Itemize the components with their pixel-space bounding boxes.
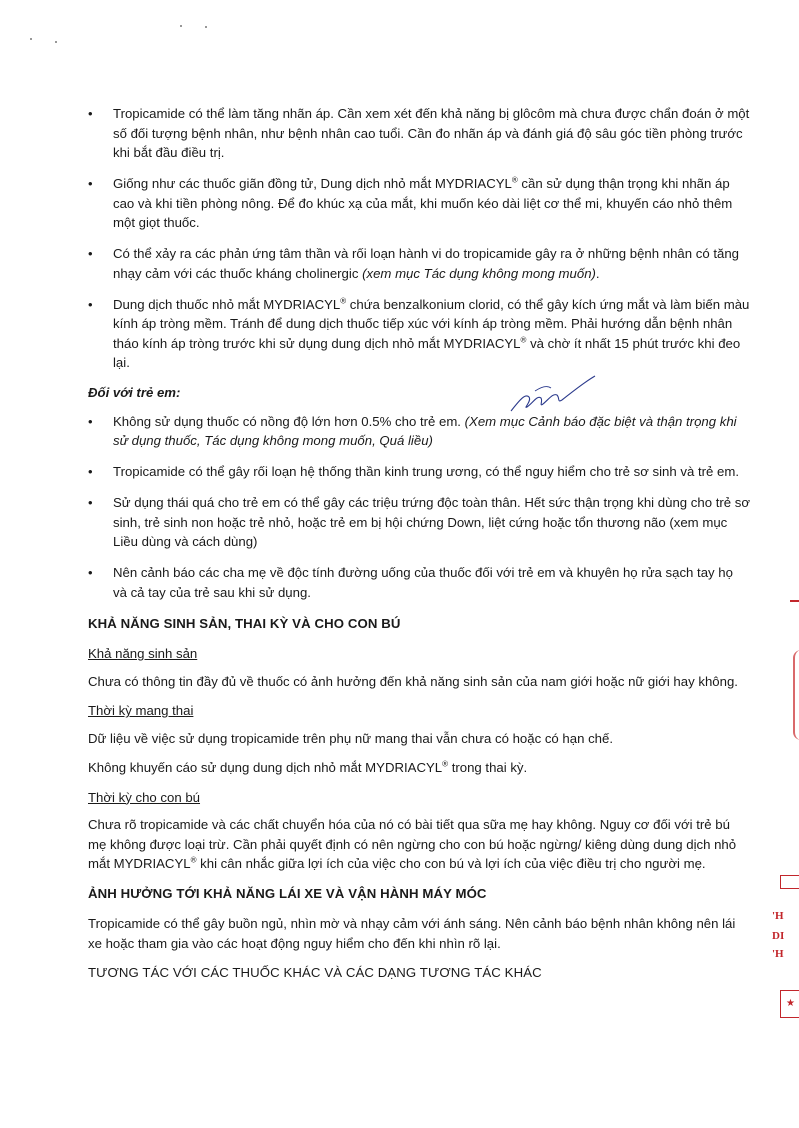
- fertility-subheading: Khả năng sinh sản: [88, 646, 198, 661]
- lactation-text: Chưa rõ tropicamide và các chất chuyển hóa của nó có bài tiết qua sữa mẹ hay không. Nguy cơ đối với trẻ bú mẹ không được loại trừ. Cần phải quyết định có nên ngừng cho con bú hoặc ngừng/ kiêng dùng dung dịch nhỏ mắt MYDRIACYL® khi cân nhắc giữa lợi ích của việc cho con bú và lợi ích của việc điều trị cho người mẹ.: [88, 817, 737, 871]
- pregnancy-subheading: Thời kỳ mang thai: [88, 703, 194, 718]
- fertility-section-heading: KHẢ NĂNG SINH SẢN, THAI KỲ VÀ CHO CON BÚ: [88, 615, 401, 631]
- registered-mark: ®: [190, 855, 197, 865]
- lactation-subheading: Thời kỳ cho con bú: [88, 789, 201, 805]
- star-icon: ★: [780, 990, 799, 1018]
- bullet-mark: •: [88, 413, 93, 429]
- stamp-text: 'H: [772, 948, 784, 960]
- children-heading: Đối với trẻ em:: [88, 385, 181, 400]
- cross-reference: (Xem mục Cảnh báo đặc biệt và thận trọng khi sử dụng thuốc, Tác dụng không mong muốn, Quá liều): [113, 413, 737, 448]
- bullet-mark: •: [88, 464, 93, 479]
- list-item: • Tropicamide có thể làm tăng nhãn áp. Cần xem xét đến khả năng bị glôcôm mà chưa được chẩn đoán ở một số đối tượng bệnh nhân, như bệnh nhân cao tuổi. Cần đo nhãn áp và đánh giá độ sâu góc tiền phòng trước khi bắt đầu điều trị.: [88, 106, 750, 160]
- registered-mark: ®: [442, 759, 449, 769]
- bullet-mark: •: [88, 495, 93, 510]
- cross-reference: (xem mục Tác dụng không mong muốn): [362, 265, 596, 281]
- driving-section-heading: ẢNH HƯỞNG TỚI KHẢ NĂNG LÁI XE VÀ VẬN HÀNH MÁY MÓC: [88, 885, 487, 901]
- list-item: • Nên cảnh báo các cha mẹ về độc tính đường uống của thuốc đối với trẻ em và khuyên họ rửa sạch tay họ và cả tay của trẻ sau khi sử dụng.: [88, 565, 733, 600]
- bullet-mark: •: [88, 106, 93, 121]
- interactions-section-heading: TƯƠNG TÁC VỚI CÁC THUỐC KHÁC VÀ CÁC DẠNG TƯƠNG TÁC KHÁC: [88, 965, 542, 980]
- driving-text: Tropicamide có thể gây buồn ngủ, nhìn mờ và nhạy cảm với ánh sáng. Nên cảnh báo bệnh nhân không nên lái xe hoặc tham gia vào các hoạt động nguy hiểm cho đến khi nhìn rõ lại.: [88, 916, 736, 951]
- list-item: • Không sử dụng thuốc có nồng độ lớn hơn 0.5% cho trẻ em. (Xem mục Cảnh báo đặc biệt và thận trọng khi sử dụng thuốc, Tác dụng không mong muốn, Quá liều): [88, 413, 737, 448]
- bullet-mark: •: [88, 246, 93, 261]
- registered-mark: ®: [511, 175, 518, 185]
- handwritten-signature: [505, 373, 600, 418]
- bullet-mark: •: [88, 176, 93, 191]
- registered-mark: ®: [520, 335, 527, 345]
- bullet-mark: •: [88, 565, 93, 580]
- registered-mark: ®: [340, 296, 347, 306]
- pregnancy-recommendation: Không khuyến cáo sử dụng dung dịch nhỏ mắt MYDRIACYL® trong thai kỳ.: [88, 759, 528, 775]
- stamp-text: DI: [772, 930, 785, 942]
- list-item: • Dung dịch thuốc nhỏ mắt MYDRIACYL® chứa benzalkonium clorid, có thể gây kích ứng mắt và làm biến màu kính áp tròng mềm. Tránh để dung dịch thuốc tiếp xúc với kính áp tròng mềm. Phải hướng dẫn bệnh nhân tháo kính áp tròng trước khi sử dụng dung dịch nhỏ mắt MYDRIACYL® và chờ ít nhất 15 phút trước khi đeo lại.: [88, 296, 750, 370]
- document-body: [88, 104, 750, 994]
- pregnancy-text: Dữ liệu về việc sử dụng tropicamide trên phụ nữ mang thai vẫn chưa có hoặc có hạn chế.: [88, 730, 614, 746]
- children-list: [88, 412, 750, 603]
- list-item: • Sử dụng thái quá cho trẻ em có thể gây các triệu trứng độc toàn thân. Hết sức thận trọng khi dùng cho trẻ sơ sinh, trẻ sinh non hoặc trẻ nhỏ, hoặc trẻ em bị hội chứng Down, liệt cứng hoặc tổn thương não (xem mục Liều dùng và cách dùng): [88, 495, 750, 549]
- bullet-mark: •: [88, 296, 93, 312]
- fertility-text: Chưa có thông tin đầy đủ về thuốc có ảnh hưởng đến khả năng sinh sản của nam giới hoặc nữ giới hay không.: [88, 673, 738, 689]
- list-item: • Có thể xảy ra các phản ứng tâm thần và rối loạn hành vi do tropicamide gây ra ở những bệnh nhân có tăng nhạy cảm với các thuốc kháng cholinergic (xem mục Tác dụng không mong muốn).: [88, 246, 739, 281]
- precautions-list: [88, 104, 750, 373]
- list-item: • Giống như các thuốc giãn đồng tử, Dung dịch nhỏ mắt MYDRIACYL® cần sử dụng thận trọng khi nhãn áp cao và khi tiền phòng nông. Để đo khúc xạ của mắt, khi muốn kéo dài liệt cơ thể mi, khuyến cáo nhỏ thêm một giọt thuốc.: [88, 175, 733, 230]
- list-item: • Tropicamide có thể gây rối loạn hệ thống thần kinh trung ương, có thể nguy hiểm cho trẻ sơ sinh và trẻ em.: [88, 462, 750, 482]
- stamp-text: 'H: [772, 910, 784, 922]
